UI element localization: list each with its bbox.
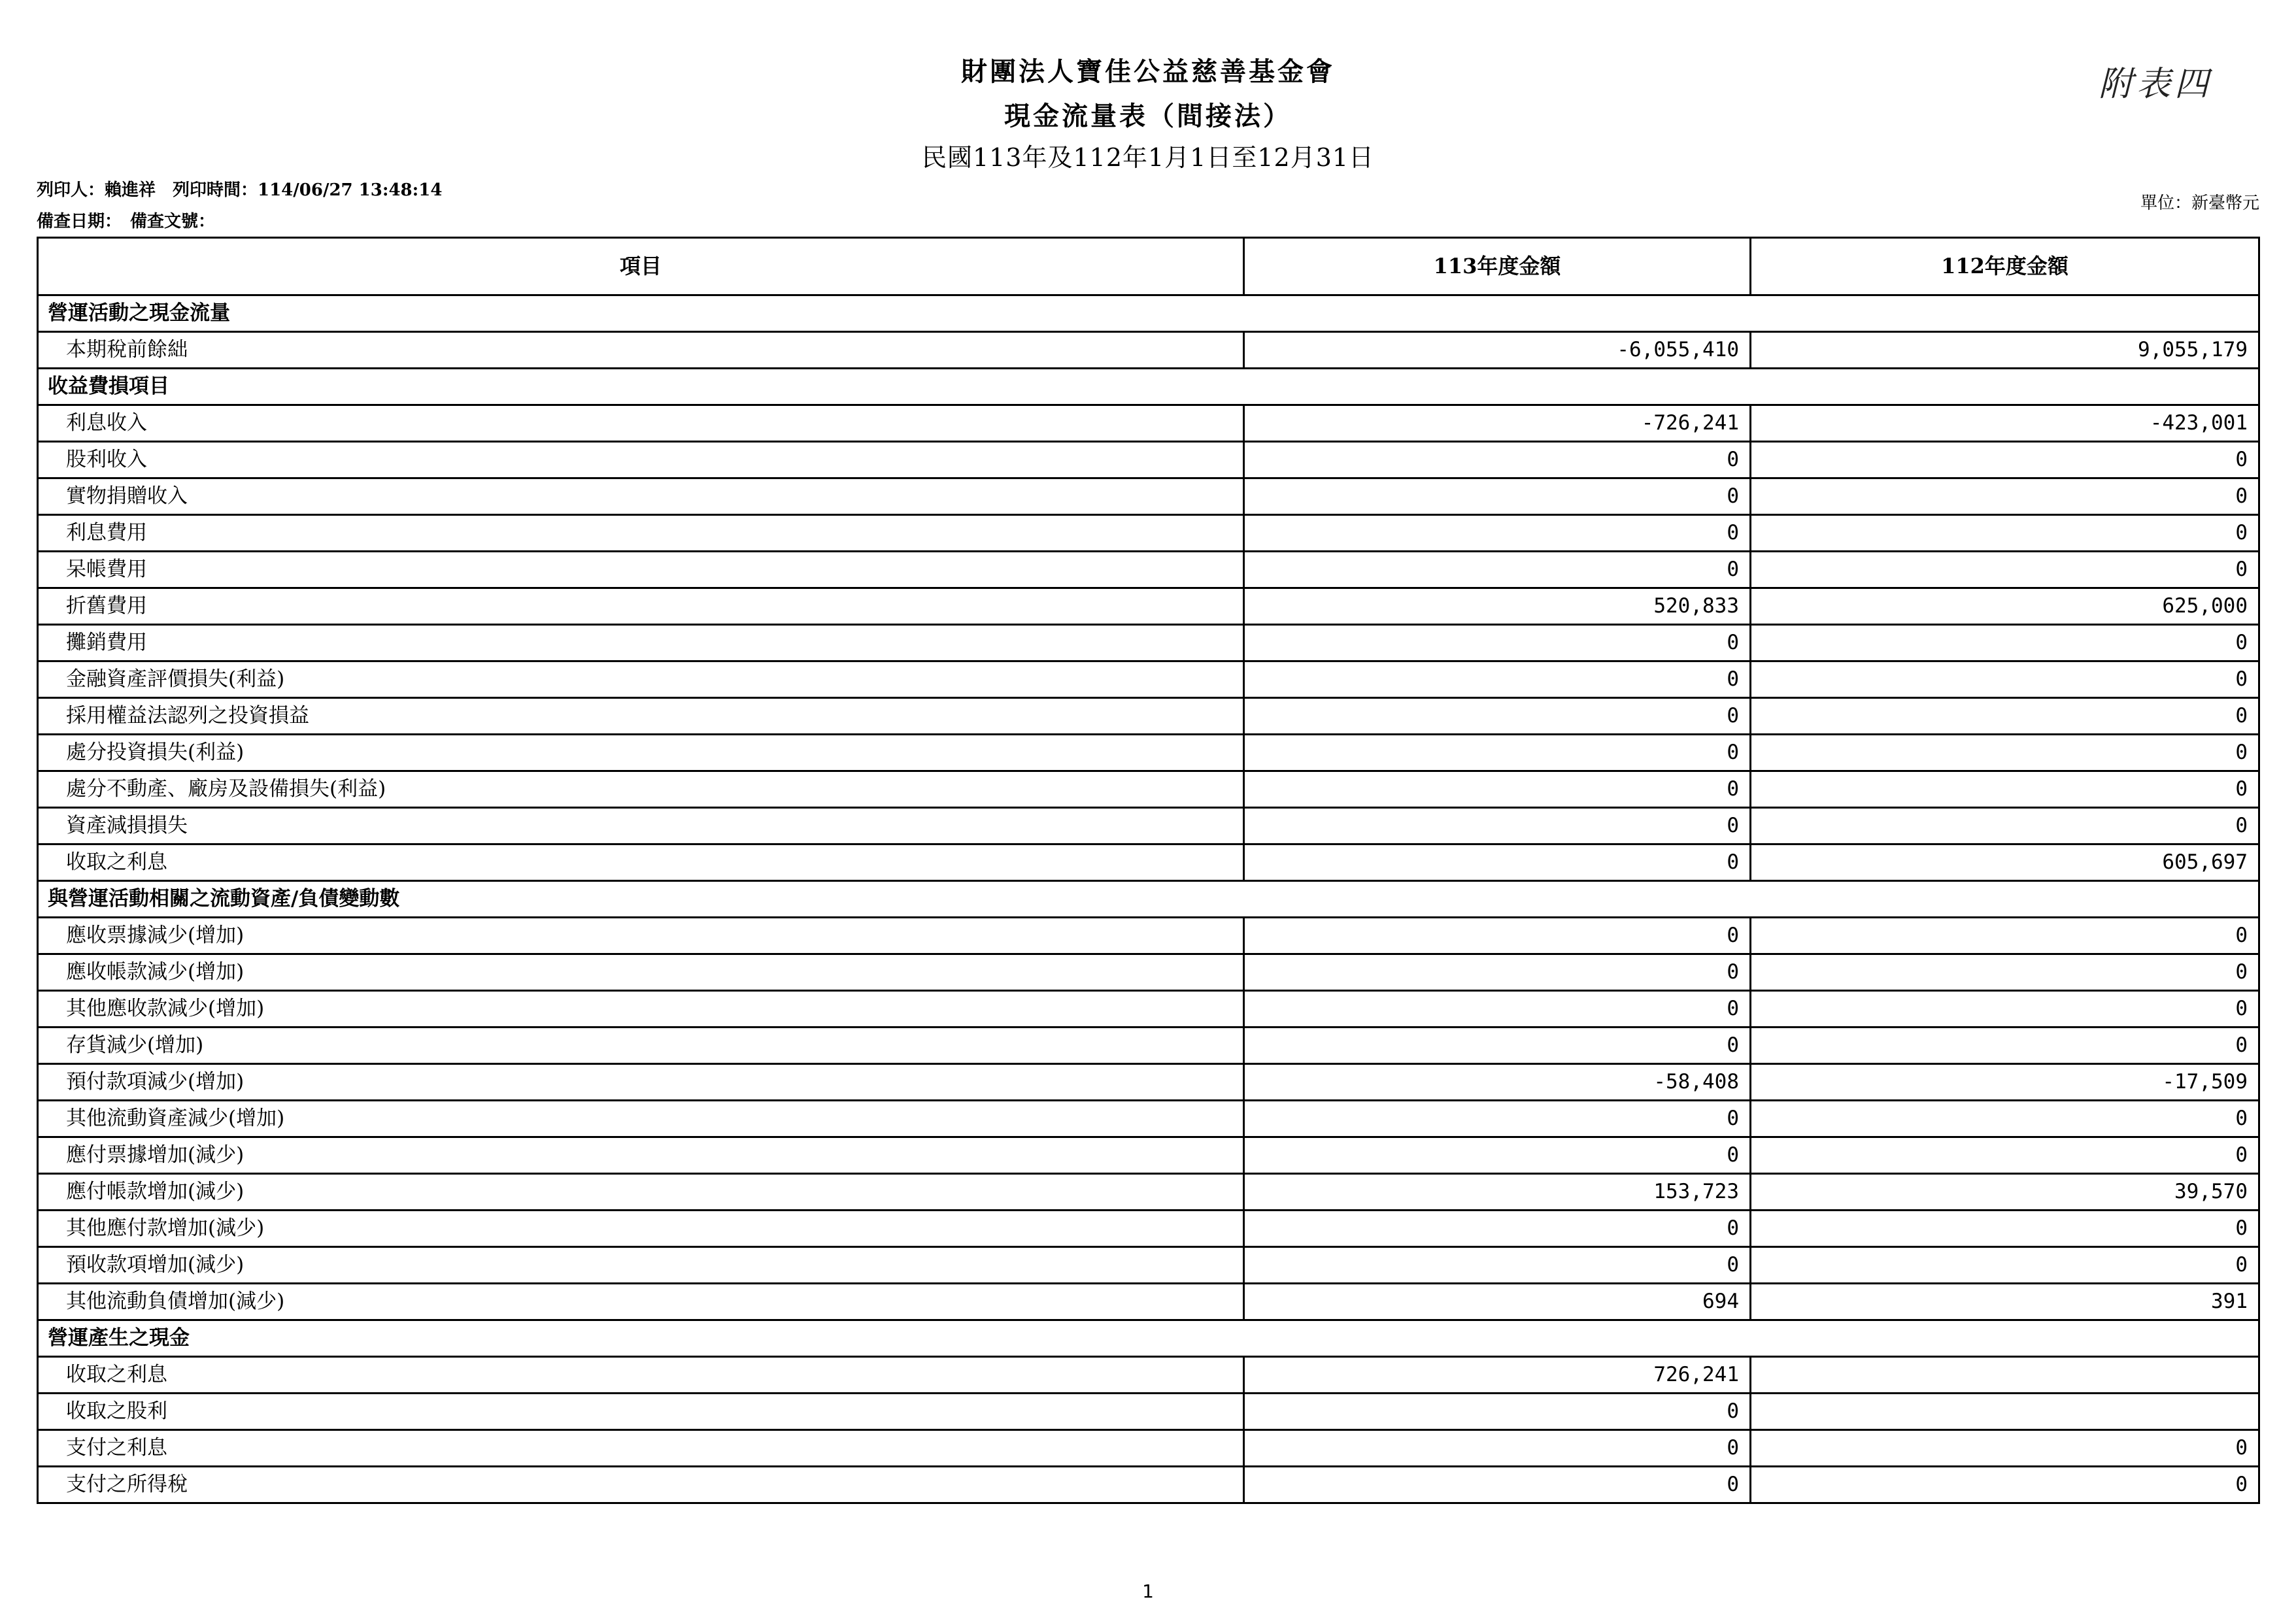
amount-113: 726,241 bbox=[1244, 1357, 1751, 1394]
amount-112 bbox=[1751, 1357, 2259, 1394]
column-header-112: 112年度金額 bbox=[1751, 238, 2259, 295]
row-label: 本期稅前餘絀 bbox=[38, 332, 1244, 369]
amount-113: 0 bbox=[1244, 478, 1751, 515]
row-label: 呆帳費用 bbox=[38, 552, 1244, 588]
amount-112: 0 bbox=[1751, 698, 2259, 735]
amount-113: 0 bbox=[1244, 918, 1751, 954]
table-row bbox=[38, 954, 2259, 991]
row-label: 攤銷費用 bbox=[38, 625, 1244, 661]
amount-112: 605,697 bbox=[1751, 844, 2259, 881]
row-label: 折舊費用 bbox=[38, 588, 1244, 625]
table-row bbox=[38, 405, 2259, 442]
amount-113: 0 bbox=[1244, 515, 1751, 552]
table-row bbox=[38, 1137, 2259, 1174]
amount-112: 0 bbox=[1751, 661, 2259, 698]
amount-113: 0 bbox=[1244, 1467, 1751, 1503]
row-label: 預付款項減少(增加) bbox=[38, 1064, 1244, 1101]
table-row bbox=[38, 1174, 2259, 1211]
table-row bbox=[38, 478, 2259, 515]
amount-113: 0 bbox=[1244, 771, 1751, 808]
amount-112: 0 bbox=[1751, 1211, 2259, 1247]
section-row bbox=[38, 881, 2259, 918]
document-title: 財團法人寶佳公益慈善基金會 bbox=[961, 56, 1335, 87]
amount-113: 0 bbox=[1244, 442, 1751, 478]
currency-unit: 單位：新臺幣元 bbox=[2140, 193, 2259, 213]
row-label: 處分投資損失(利益) bbox=[38, 735, 1244, 771]
document-subtitle: 現金流量表（間接法） bbox=[1004, 101, 1292, 131]
amount-112: 0 bbox=[1751, 954, 2259, 991]
amount-112: 0 bbox=[1751, 1467, 2259, 1503]
amount-112: 0 bbox=[1751, 1028, 2259, 1064]
row-label: 資產減損損失 bbox=[38, 808, 1244, 844]
amount-112: 0 bbox=[1751, 478, 2259, 515]
table-row bbox=[38, 844, 2259, 881]
section-label: 營運活動之現金流量 bbox=[38, 295, 2259, 332]
page-number: 1 bbox=[1142, 1580, 1154, 1602]
amount-112: 39,570 bbox=[1751, 1174, 2259, 1211]
amount-113: -58,408 bbox=[1244, 1064, 1751, 1101]
section-row bbox=[38, 295, 2259, 332]
row-label: 實物捐贈收入 bbox=[38, 478, 1244, 515]
row-label: 支付之所得稅 bbox=[38, 1467, 1244, 1503]
row-label: 預收款項增加(減少) bbox=[38, 1247, 1244, 1284]
amount-113: 0 bbox=[1244, 808, 1751, 844]
table-row bbox=[38, 1357, 2259, 1394]
table-row bbox=[38, 625, 2259, 661]
amount-113: 0 bbox=[1244, 1247, 1751, 1284]
row-label: 其他流動資產減少(增加) bbox=[38, 1101, 1244, 1137]
amount-112: 9,055,179 bbox=[1751, 332, 2259, 369]
amount-112: -423,001 bbox=[1751, 405, 2259, 442]
amount-112: 0 bbox=[1751, 808, 2259, 844]
print-info: 列印人：賴進祥 列印時間：114/06/27 13:48:14 bbox=[37, 180, 443, 200]
table-row bbox=[38, 735, 2259, 771]
amount-112: 0 bbox=[1751, 918, 2259, 954]
row-label: 利息費用 bbox=[38, 515, 1244, 552]
row-label: 其他應付款增加(減少) bbox=[38, 1211, 1244, 1247]
table-row bbox=[38, 332, 2259, 369]
amount-113: 153,723 bbox=[1244, 1174, 1751, 1211]
amount-113: 520,833 bbox=[1244, 588, 1751, 625]
table-row bbox=[38, 442, 2259, 478]
amount-112: 0 bbox=[1751, 1430, 2259, 1467]
row-label: 應收帳款減少(增加) bbox=[38, 954, 1244, 991]
amount-112 bbox=[1751, 1394, 2259, 1430]
amount-112: -17,509 bbox=[1751, 1064, 2259, 1101]
table-row bbox=[38, 661, 2259, 698]
section-label: 收益費損項目 bbox=[38, 369, 2259, 405]
amount-113: 0 bbox=[1244, 1394, 1751, 1430]
table-row bbox=[38, 1284, 2259, 1320]
amount-112: 0 bbox=[1751, 515, 2259, 552]
amount-113: 0 bbox=[1244, 1137, 1751, 1174]
amount-112: 391 bbox=[1751, 1284, 2259, 1320]
section-row bbox=[38, 1320, 2259, 1357]
table-body bbox=[38, 295, 2259, 1503]
column-header-113: 113年度金額 bbox=[1244, 238, 1751, 295]
table-row bbox=[38, 771, 2259, 808]
amount-112: 0 bbox=[1751, 735, 2259, 771]
amount-113: 0 bbox=[1244, 735, 1751, 771]
table-header-row bbox=[38, 238, 2259, 295]
table-row bbox=[38, 515, 2259, 552]
amount-112: 0 bbox=[1751, 552, 2259, 588]
report-period: 民國113年及112年1月1日至12月31日 bbox=[921, 143, 1375, 172]
row-label: 收取之股利 bbox=[38, 1394, 1244, 1430]
row-label: 收取之利息 bbox=[38, 844, 1244, 881]
table-row bbox=[38, 698, 2259, 735]
handwritten-annotation: 附表四 bbox=[2099, 65, 2213, 104]
cash-flow-table bbox=[37, 237, 2260, 1504]
table-row bbox=[38, 1064, 2259, 1101]
row-label: 其他應收款減少(增加) bbox=[38, 991, 1244, 1028]
section-row bbox=[38, 369, 2259, 405]
amount-113: 694 bbox=[1244, 1284, 1751, 1320]
row-label: 應付票據增加(減少) bbox=[38, 1137, 1244, 1174]
amount-113: 0 bbox=[1244, 1211, 1751, 1247]
filing-info: 備查日期： 備查文號： bbox=[37, 212, 216, 231]
amount-113: 0 bbox=[1244, 698, 1751, 735]
amount-113: -726,241 bbox=[1244, 405, 1751, 442]
amount-113: 0 bbox=[1244, 1028, 1751, 1064]
amount-113: 0 bbox=[1244, 844, 1751, 881]
amount-113: 0 bbox=[1244, 661, 1751, 698]
amount-112: 0 bbox=[1751, 442, 2259, 478]
row-label: 應付帳款增加(減少) bbox=[38, 1174, 1244, 1211]
table-row bbox=[38, 1028, 2259, 1064]
amount-112: 0 bbox=[1751, 1247, 2259, 1284]
row-label: 應收票據減少(增加) bbox=[38, 918, 1244, 954]
amount-113: 0 bbox=[1244, 552, 1751, 588]
table-row bbox=[38, 1467, 2259, 1503]
row-label: 金融資產評價損失(利益) bbox=[38, 661, 1244, 698]
row-label: 收取之利息 bbox=[38, 1357, 1244, 1394]
row-label: 其他流動負債增加(減少) bbox=[38, 1284, 1244, 1320]
table-row bbox=[38, 1101, 2259, 1137]
row-label: 存貨減少(增加) bbox=[38, 1028, 1244, 1064]
table-row bbox=[38, 808, 2259, 844]
row-label: 支付之利息 bbox=[38, 1430, 1244, 1467]
row-label: 採用權益法認列之投資損益 bbox=[38, 698, 1244, 735]
table-row bbox=[38, 1394, 2259, 1430]
column-header-item: 項目 bbox=[38, 238, 1244, 295]
section-label: 與營運活動相關之流動資產/負債變動數 bbox=[38, 881, 2259, 918]
amount-112: 0 bbox=[1751, 771, 2259, 808]
amount-113: 0 bbox=[1244, 1101, 1751, 1137]
amount-112: 625,000 bbox=[1751, 588, 2259, 625]
amount-113: 0 bbox=[1244, 991, 1751, 1028]
amount-112: 0 bbox=[1751, 991, 2259, 1028]
table-row bbox=[38, 1430, 2259, 1467]
section-label: 營運產生之現金 bbox=[38, 1320, 2259, 1357]
amount-112: 0 bbox=[1751, 1137, 2259, 1174]
table-row bbox=[38, 1211, 2259, 1247]
table-row bbox=[38, 991, 2259, 1028]
table-row bbox=[38, 588, 2259, 625]
amount-113: -6,055,410 bbox=[1244, 332, 1751, 369]
amount-112: 0 bbox=[1751, 1101, 2259, 1137]
row-label: 處分不動產、廠房及設備損失(利益) bbox=[38, 771, 1244, 808]
row-label: 利息收入 bbox=[38, 405, 1244, 442]
amount-113: 0 bbox=[1244, 954, 1751, 991]
amount-113: 0 bbox=[1244, 1430, 1751, 1467]
amount-113: 0 bbox=[1244, 625, 1751, 661]
table-row bbox=[38, 1247, 2259, 1284]
table-row bbox=[38, 918, 2259, 954]
table-row bbox=[38, 552, 2259, 588]
amount-112: 0 bbox=[1751, 625, 2259, 661]
row-label: 股利收入 bbox=[38, 442, 1244, 478]
